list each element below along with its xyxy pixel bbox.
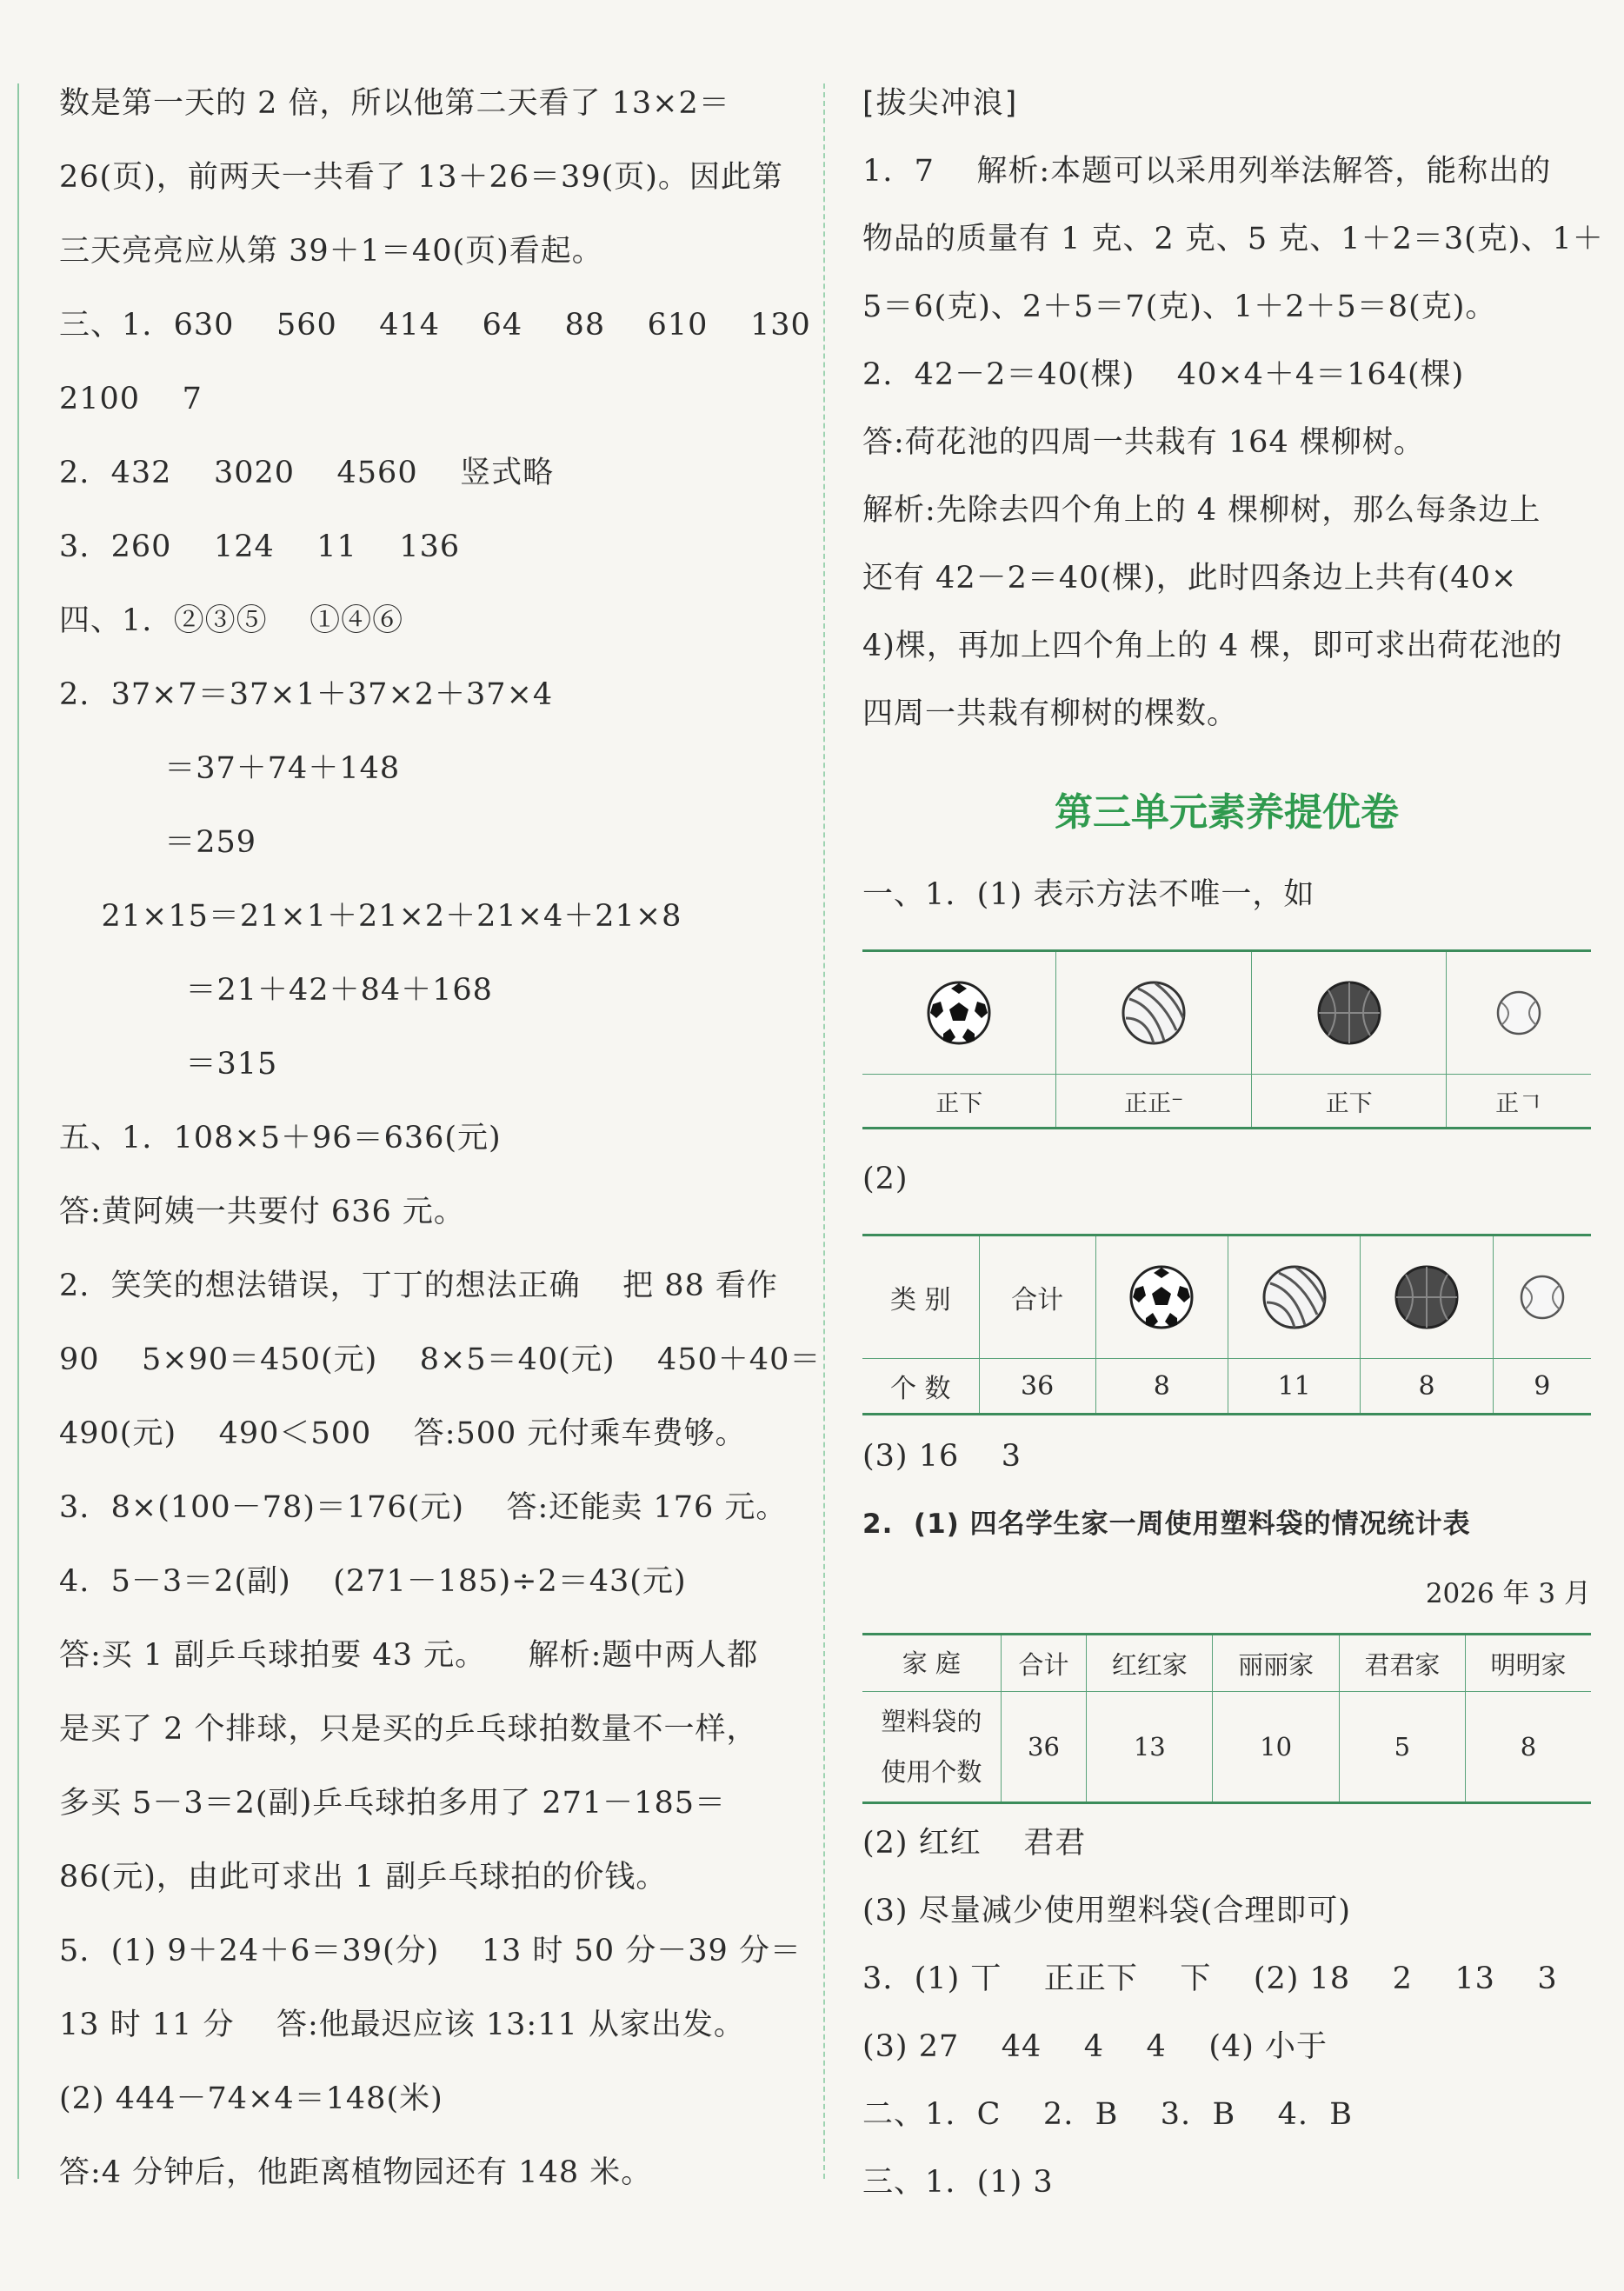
text-line: 2. 37×7＝37×1＋37×2＋37×4 — [59, 677, 554, 712]
text-line: 解析:先除去四个角上的 4 棵柳树，那么每条边上 — [862, 493, 1541, 528]
table-cell: 5 — [1339, 1692, 1465, 1803]
text-line: 2100 7 — [59, 382, 203, 416]
text-line: (3) 27 44 4 4 (4) 小于 — [862, 2029, 1328, 2064]
table-cell: 36 — [979, 1359, 1095, 1415]
row-label-line: 塑料袋的 — [881, 1707, 982, 1736]
section-heading: [拔尖冲浪] — [862, 86, 1019, 121]
table-cell: 8 — [1361, 1359, 1493, 1415]
tally-cell: 正下 — [1251, 1075, 1446, 1129]
table-header-cell: 合计 — [979, 1235, 1095, 1359]
right-column — [862, 78, 1604, 2225]
plastic-bag-table — [862, 1633, 1591, 1804]
volleyball-icon — [1261, 1264, 1328, 1330]
text-line: 2. 432 3020 4560 竖式略 — [59, 456, 555, 490]
text-line: ＝315 — [59, 1047, 278, 1082]
text-line: 4)棵，再加上四个角上的 4 棵，即可求出荷花池的 — [862, 629, 1563, 663]
text-line: 2. 笑笑的想法错误，丁丁的想法正确 把 88 看作 — [59, 1269, 778, 1303]
text-line: 4. 5－3＝2(副) (271－185)÷2＝43(元) — [59, 1564, 687, 1599]
tennis-ball-icon — [1494, 989, 1543, 1037]
text-line: 二、1. C 2. B 3. B 4. B — [862, 2097, 1354, 2132]
text-line: 答:买 1 副乒乓球拍要 43 元。 解析:题中两人都 — [59, 1638, 759, 1673]
text-line: 3. (1) 丅 正正下 下 (2) 18 2 13 3 — [862, 1961, 1558, 1996]
table-cell: 11 — [1228, 1359, 1361, 1415]
text-line: 物品的质量有 1 克、2 克、5 克、1＋2＝3(克)、1＋ — [862, 222, 1604, 256]
text-line: 5＝6(克)、2＋5＝7(克)、1＋2＋5＝8(克)。 — [862, 290, 1497, 324]
row-label-line: 使用个数 — [881, 1757, 982, 1787]
column-divider — [823, 83, 825, 2179]
table-row-label: 类 别 — [862, 1235, 979, 1359]
table-cell: 9 — [1493, 1359, 1591, 1415]
text-line: 三、1. (1) 3 — [862, 2165, 1054, 2200]
tally-table — [862, 949, 1591, 1129]
text-line: 答:荷花池的四周一共栽有 164 棵柳树。 — [862, 425, 1425, 460]
text-line: 3. 8×(100－78)＝176(元) 答:还能卖 176 元。 — [59, 1490, 788, 1525]
text-line: 答:黄阿姨一共要付 636 元。 — [59, 1195, 465, 1229]
text-line: 四、1. ②③⑤ ①④⑥ — [59, 603, 404, 638]
tennis-ball-icon — [1518, 1273, 1567, 1322]
text-line: ＝259 — [59, 825, 257, 860]
text-line: ＝21＋42＋84＋168 — [59, 973, 493, 1008]
soccer-ball-icon — [1128, 1264, 1195, 1330]
table-header-cell: 家 庭 — [862, 1635, 1001, 1692]
text-line: ＝37＋74＋148 — [59, 751, 401, 786]
text-line: (2) 444－74×4＝148(米) — [59, 2081, 443, 2116]
unit-title: 第三单元素养提优卷 — [1055, 790, 1399, 835]
table-cell: 36 — [1001, 1692, 1086, 1803]
basketball-icon — [1316, 980, 1382, 1046]
text-line: 四周一共栽有柳树的棵数。 — [862, 696, 1239, 731]
table-row-label: 个 数 — [890, 1374, 951, 1404]
text-line: 五、1. 108×5＋96＝636(元) — [59, 1121, 502, 1155]
text-line: 21×15＝21×1＋21×2＋21×4＋21×8 — [59, 899, 682, 934]
table-date: 2026 年 3 月 — [1425, 1578, 1591, 1609]
text-line: 2. 42－2＝40(棵) 40×4＋4＝164(棵) — [862, 357, 1465, 392]
text-line: 86(元)，由此可求出 1 副乒乓球拍的价钱。 — [59, 1860, 668, 1895]
text-line: (2) — [862, 1162, 909, 1196]
text-line: 还有 42－2＝40(棵)，此时四条边上共有(40× — [862, 561, 1518, 596]
left-margin-line — [17, 83, 19, 2179]
text-line: 多买 5－3＝2(副)乒乓球拍多用了 271－185＝ — [59, 1786, 726, 1821]
text-line: 26(页)，前两天一共看了 13＋26＝39(页)。因此第 — [59, 160, 783, 195]
text-line: 答:4 分钟后，他距离植物园还有 148 米。 — [59, 2155, 653, 2190]
text-line: 一、1. (1) 表示方法不唯一，如 — [862, 877, 1315, 912]
table-cell: 13 — [1087, 1692, 1213, 1803]
text-line: 数是第一天的 2 倍，所以他第二天看了 13×2＝ — [59, 86, 730, 121]
text-line: 1. 7 解析:本题可以采用列举法解答，能称出的 — [862, 154, 1552, 189]
text-line: 5. (1) 9＋24＋6＝39(分) 13 时 50 分－39 分＝ — [59, 1934, 802, 1968]
table-cell: 8 — [1095, 1359, 1228, 1415]
table-row-label — [862, 1692, 1001, 1803]
table-cell: 8 — [1465, 1692, 1591, 1803]
tally-cell: 正𠃍 — [1447, 1075, 1591, 1129]
text-line: (3) 16 3 — [862, 1439, 1022, 1474]
table-header-cell: 红红家 — [1087, 1635, 1213, 1692]
table-header-cell: 君君家 — [1339, 1635, 1465, 1692]
tally-cell: 正下 — [935, 1089, 983, 1117]
text-line: 三天亮亮应从第 39＋1＝40(页)看起。 — [59, 234, 603, 269]
text-line: 3. 260 124 11 136 — [59, 529, 461, 564]
tally-cell: 正正⁻ — [1056, 1075, 1251, 1129]
text-line: 90 5×90＝450(元) 8×5＝40(元) 450＋40＝ — [59, 1342, 822, 1377]
table-header-cell: 合计 — [1001, 1635, 1086, 1692]
basketball-icon — [1394, 1264, 1460, 1330]
volleyball-icon — [1121, 980, 1187, 1046]
count-table — [862, 1234, 1591, 1415]
left-column — [59, 78, 822, 2221]
table-header-cell: 丽丽家 — [1213, 1635, 1339, 1692]
text-line: (3) 尽量减少使用塑料袋(合理即可) — [862, 1894, 1352, 1928]
text-line: 三、1. 630 560 414 64 88 610 130 — [59, 308, 811, 343]
soccer-ball-icon — [926, 980, 992, 1046]
text-line: 13 时 11 分 答:他最迟应该 13:11 从家出发。 — [59, 2008, 745, 2042]
table-title: 2. (1) 四名学生家一周使用塑料袋的情况统计表 — [862, 1508, 1471, 1540]
text-line: 490(元) 490＜500 答:500 元付乘车费够。 — [59, 1416, 747, 1451]
text-line: (2) 红红 君君 — [862, 1826, 1087, 1861]
text-line: 是买了 2 个排球，只是买的乒乓球拍数量不一样， — [59, 1712, 758, 1747]
table-header-cell: 明明家 — [1465, 1635, 1591, 1692]
table-cell: 10 — [1213, 1692, 1339, 1803]
